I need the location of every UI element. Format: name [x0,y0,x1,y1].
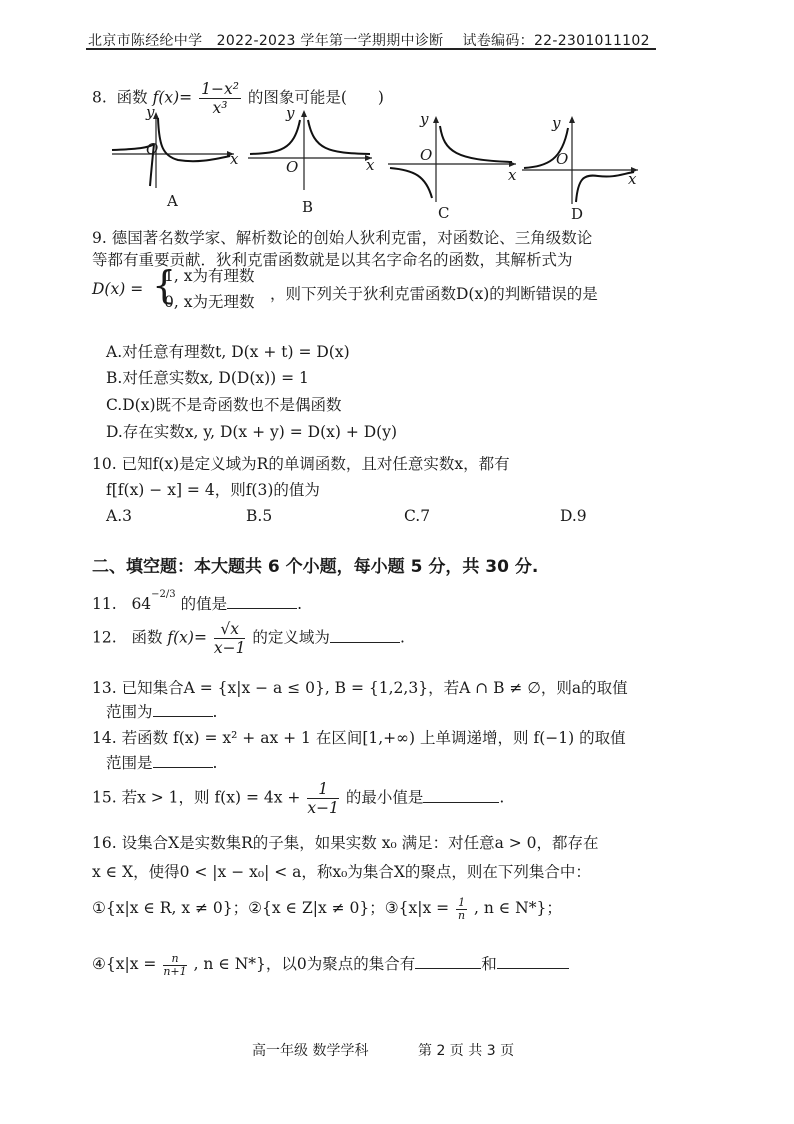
graph-d-origin: O [556,150,569,168]
q13-end: . [212,703,218,721]
q10-line-2: f[f(x) − x] = 4，则f(3)的值为 [106,481,320,499]
q16-frac3-numerator: 1 [458,895,466,909]
graph-b-y-label: y [286,104,295,122]
graph-c-option: C [438,204,450,222]
graph-d-x-label: x [628,170,637,188]
q12-text-b: 的定义域为 [252,628,330,647]
q16-set-4: ④{x|x = [92,955,157,973]
graph-b-x-label: x [366,156,375,174]
q16-line-2: x ∈ X，使得0 < |x − x₀| < a，称x₀为集合X的聚点，则在下列集合中： [92,863,591,881]
question-11 [92,588,303,614]
q9-option-b: B.对任意实数x, D(D(x)) = 1 [106,369,309,387]
question-15 [92,780,504,817]
graph-b [244,108,376,192]
q8-text-a: 函数 [116,88,148,107]
q9-line-1: 9. 德国著名数学家、解析数论的创始人狄利克雷，对函数论、三角级数论 [92,229,593,247]
q16-line-3 [92,896,562,922]
q9-line-2: 等都有重要贡献．狄利克雷函数就是以其名字命名的函数，其解析式为 [92,251,573,269]
footer-page: 第 2 页 共 3 页 [418,1043,515,1059]
q8-text-b: 的图象可能是( ) [247,88,384,107]
q15-fraction [307,780,339,817]
graph-d-y-label: y [552,114,561,132]
graph-b-origin: O [286,158,299,176]
q8-numerator: 1−x² [201,80,239,98]
graph-c-y-label: y [420,110,429,128]
q9-case-2: 0, x为无理数 [164,293,255,311]
q11-answer-blank [227,594,297,609]
q12-text-a: 函数 [131,628,163,647]
school-name: 北京市陈经纶中学 [88,33,203,49]
q8-fx: f(x)= [152,88,193,107]
q14-end: . [212,754,218,772]
graph-a-x-label: x [230,150,239,168]
graph-a-y-label: y [146,103,155,121]
graph-c [384,112,520,204]
q14-range-label: 范围是 [106,754,153,772]
q16-frac4-numerator: n [163,953,186,966]
q16-frac4-denominator: n+1 [163,964,187,978]
q15-end: . [499,788,505,807]
q11-base: 64 [131,595,152,613]
q10-option-b: B.5 [246,507,273,525]
q9-brace: { [152,263,177,307]
q8-denominator: x³ [212,99,228,117]
q13-line-1: 13. 已知集合A = {x|x − a ≤ 0}, B = {1,2,3}，若A ∩ B ≠ ∅，则a的取值 [92,679,628,697]
q15-denominator: x−1 [307,799,339,817]
q16-question: , n ∈ N*}，以0为聚点的集合有 [193,955,416,973]
graph-c-x-label: x [508,166,517,184]
q16-answer-blank-1 [415,954,481,969]
q9-option-c: C.D(x)既不是奇函数也不是偶函数 [106,396,342,414]
q12-answer-blank [330,628,400,643]
q16-frac3-denominator: n [458,908,466,922]
q13-range-label: 范围为 [106,703,153,721]
q16-fraction-n-over-n-plus-1 [163,953,186,978]
q10-option-c: C.7 [404,507,431,525]
page-header [88,30,650,50]
q16-sets-1-to-3: ①{x|x ∈ R, x ≠ 0}；②{x ∈ Z|x ≠ 0}；③{x|x = [92,899,450,917]
q12-fraction [214,620,246,657]
graph-d [518,112,642,206]
q12-numerator: √x [214,620,246,639]
q11-exponent: −2/3 [151,588,176,600]
q12-fx: f(x)= [167,628,207,647]
q16-and: 和 [481,955,497,973]
q9-line-3: ，则下列关于狄利克雷函数D(x)的判断错误的是 [270,285,598,303]
q16-answer-blank-2 [497,954,569,969]
q16-line-1: 16. 设集合X是实数集R的子集，如果实数 x₀ 满足：对任意a > 0，都存在 [92,834,599,852]
q12-denominator: x−1 [213,639,246,657]
q10-option-a: A.3 [106,507,132,525]
graph-d-option: D [571,205,584,223]
graph-a-origin: O [146,140,159,158]
graph-b-option: B [302,198,314,216]
q14-answer-blank [153,753,213,768]
graph-a [108,108,238,190]
header-rule [86,48,656,50]
graph-c-origin: O [420,146,433,164]
question-12 [92,620,405,657]
q10-line-1: 10. 已知f(x)是定义域为R的单调函数，且对任意实数x，都有 [92,455,510,473]
q15-text-b: 的最小值是 [345,788,424,807]
q11-number: 11. [92,595,117,613]
q12-end: . [399,628,405,647]
q15-answer-blank [423,788,499,803]
q9-option-a: A.对任意有理数t, D(x + t) = D(x) [106,343,350,361]
graph-a-option: A [167,192,178,210]
q15-numerator: 1 [307,780,339,799]
q13-line-2 [106,700,217,722]
q11-end: . [297,595,303,613]
q8-number: 8. [92,88,107,107]
q16-fraction-1-over-n [456,897,467,922]
q14-line-2 [106,751,217,773]
exam-code: 试卷编码：22-2301011102 [462,33,650,49]
q9-case-1: 1, x为有理数 [164,267,255,285]
term-label: 2022-2023 学年第一学期期中诊断 [216,33,444,49]
q13-answer-blank [153,702,213,717]
q16-line-4 [92,952,569,978]
q12-number: 12. [92,628,117,647]
q9-option-d: D.存在实数x, y, D(x + y) = D(x) + D(y) [106,423,398,441]
q16-set-3-end: , n ∈ N*}； [474,899,562,917]
section-2-title: 二、填空题：本大题共 6 个小题，每小题 5 分，共 30 分. [92,557,539,577]
q10-option-d: D.9 [560,507,587,525]
footer-grade: 高一年级 数学学科 [252,1043,369,1059]
q14-line-1: 14. 若函数 f(x) = x² + ax + 1 在区间[1,+∞) 上单调递增，则 f(−1) 的取值 [92,729,626,747]
q15-text-a: 15. 若x > 1，则 f(x) = 4x + [92,788,301,807]
q9-lhs: D(x) = [92,280,144,298]
q11-text: 的值是 [180,595,228,613]
